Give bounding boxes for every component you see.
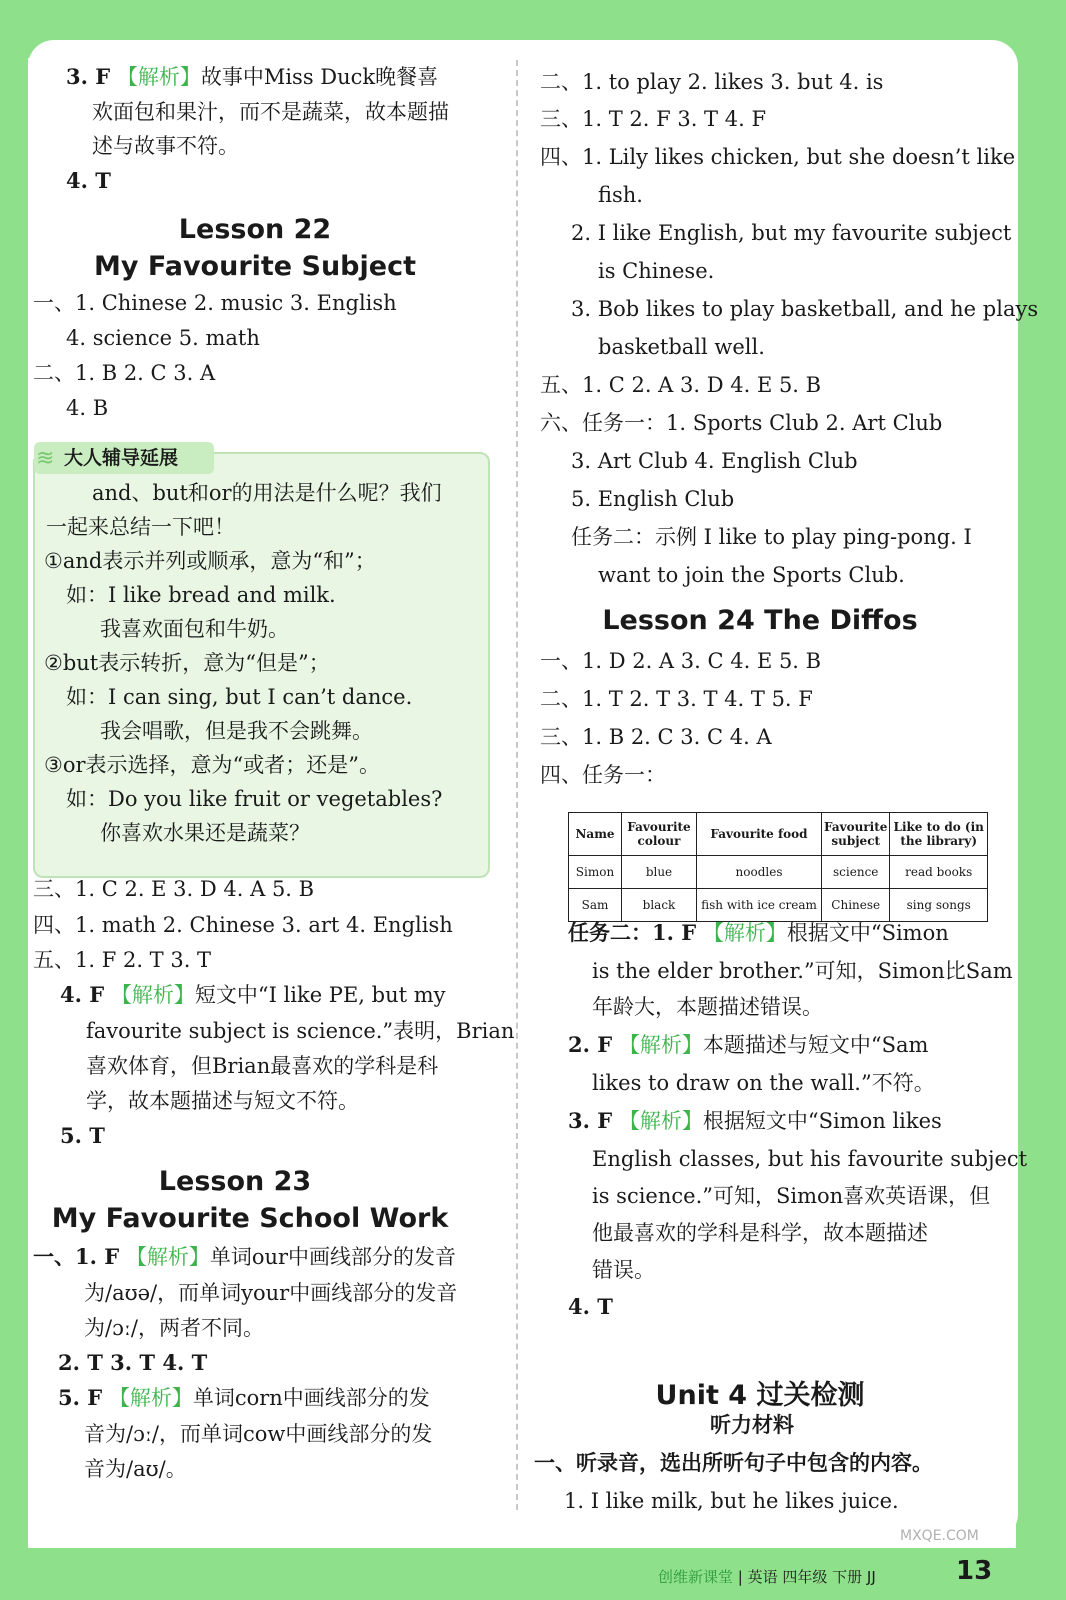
answer-line: 4. B [66, 396, 109, 420]
answer-line: likes to draw on the wall.”不符。 [592, 1071, 935, 1095]
answer-line: 为/aʊə/，而单词your中画线部分的发音 [84, 1281, 458, 1305]
analysis-tag: 【解析】 [618, 1109, 703, 1133]
answer-line: 一、1. D 2. A 3. C 4. E 5. B [540, 649, 822, 673]
answer-line: 五、1. F 2. T 3. T [33, 948, 212, 972]
answer-line: 3. Art Club 4. English Club [571, 449, 858, 473]
answer-line: is Chinese. [598, 259, 715, 283]
answer-line: 二、1. to play 2. likes 3. but 4. is [540, 70, 884, 94]
answer-line: 二、1. T 2. T 3. T 4. T 5. F [540, 687, 813, 711]
analysis-tag: 【解析】 [108, 1386, 193, 1410]
watermark: MXQE.COM [900, 1528, 979, 1544]
analysis-tag: 【解析】 [110, 983, 195, 1007]
table-header-cell: Favourite food [697, 813, 822, 856]
answer-line: 二、1. B 2. C 3. A [33, 361, 216, 385]
table-header-cell: Favourite subject [822, 813, 890, 856]
lesson-24-title: Lesson 24 The Diffos [602, 605, 918, 636]
page-border-right [1016, 0, 1066, 1600]
unit-title: Unit 4 过关检测 [655, 1380, 865, 1411]
answer-line: 5. English Club [571, 487, 735, 511]
answer-line: 学，故本题描述与短文不符。 [86, 1089, 359, 1113]
answer-line: 4. T [66, 168, 111, 193]
tip-text: ③or表示选择，意为“或者；还是”。 [44, 753, 380, 777]
answer-line: 4. F 【解析】短文中“I like PE, but my [60, 982, 446, 1007]
tip-translation: 我会唱歌，但是我不会跳舞。 [100, 719, 373, 743]
tip-translation: 你喜欢水果还是蔬菜？ [100, 821, 310, 845]
answer-line: 为/ɔː/，两者不同。 [84, 1316, 264, 1340]
answer-line: 音为/ɔː/，而单词cow中画线部分的发 [84, 1422, 433, 1446]
lesson-22-title: Lesson 22 [178, 214, 332, 245]
table-cell: science [822, 856, 890, 889]
answer-line: want to join the Sports Club. [598, 563, 905, 587]
tip-translation: 我喜欢面包和牛奶。 [100, 617, 289, 641]
answer-line: 年龄大，本题描述错误。 [592, 995, 823, 1019]
answer-line: 2. I like English, but my favourite subject [571, 221, 1012, 245]
answer-line: 四、1. Lily likes chicken, but she doesn’t like [540, 145, 1016, 169]
answer-line: 三、1. C 2. E 3. D 4. A 5. B [33, 877, 315, 901]
answer-line: 3. F 【解析】故事中Miss Duck晚餐喜 [66, 64, 439, 89]
answer-line: fish. [598, 183, 643, 207]
answer-line: 3. Bob likes to play basketball, and he plays [571, 297, 1039, 321]
answer-line: 六、任务一：1. Sports Club 2. Art Club [540, 411, 943, 435]
info-table [568, 812, 988, 922]
answer-line: 5. F 【解析】单词corn中画线部分的发 [58, 1385, 430, 1410]
table-cell: Chinese [822, 889, 890, 922]
answer-line: 一、1. Chinese 2. music 3. English [33, 291, 397, 315]
analysis-tag: 【解析】 [116, 65, 201, 89]
analysis-tag: 【解析】 [618, 1033, 703, 1057]
answer-line: 四、任务一： [540, 763, 666, 787]
answer-line: basketball well. [598, 335, 765, 359]
column-divider [516, 60, 518, 1510]
table-cell: read books [890, 856, 988, 889]
footer-info: | 英语 四年级 下册 JJ [737, 1568, 876, 1586]
table-header-row [569, 813, 988, 856]
tip-example: 如：Do you like fruit or vegetables? [66, 787, 443, 811]
page-border-left [0, 0, 28, 1600]
lesson-23-title: Lesson 23 [158, 1166, 312, 1197]
footer [658, 1566, 876, 1587]
unit-instruction: 一、听录音，选出所听句子中包含的内容。 [534, 1450, 933, 1475]
answer-line: 他最喜欢的学科是科学，故本题描述 [592, 1221, 928, 1245]
answer-line: is science.”可知，Simon喜欢英语课，但 [592, 1184, 991, 1208]
tip-text: ②but表示转折，意为“但是”； [44, 651, 330, 675]
answer-line: 2. F 【解析】本题描述与短文中“Sam [568, 1032, 929, 1057]
answer-line: 1. I like milk, but he likes juice. [564, 1489, 899, 1513]
table-header-cell: Favourite colour [622, 813, 697, 856]
table-row [569, 889, 988, 922]
tip-example: 如：I can sing, but I can’t dance. [66, 685, 413, 709]
lesson-23-subtitle: My Favourite School Work [51, 1203, 449, 1234]
answer-line: 4. T [568, 1294, 613, 1319]
lesson-22-subtitle: My Favourite Subject [94, 251, 416, 282]
table-header-cell: Name [569, 813, 622, 856]
answer-line: is the elder brother.”可知，Simon比Sam [592, 959, 1013, 983]
tip-wave-icon: ≋ [36, 446, 55, 471]
answer-line: 五、1. C 2. A 3. D 4. E 5. B [540, 373, 822, 397]
answer-line: 三、1. T 2. F 3. T 4. F [540, 107, 767, 131]
table-row [569, 856, 988, 889]
table-cell: fish with ice cream [697, 889, 822, 922]
tip-text: 一起来总结一下吧！ [46, 515, 235, 539]
answer-line: 4. science 5. math [66, 326, 260, 350]
answer-line: 一、1. F 【解析】单词our中画线部分的发音 [33, 1244, 457, 1269]
unit-subtitle: 听力材料 [710, 1412, 794, 1437]
answer-line: 5. T [60, 1123, 105, 1148]
table-cell: noodles [697, 856, 822, 889]
answer-line: 错误。 [592, 1258, 655, 1282]
answer-line: 3. F 【解析】根据短文中“Simon likes [568, 1108, 942, 1133]
analysis-tag: 【解析】 [702, 921, 787, 945]
tip-text: ①and表示并列或顺承，意为“和”； [44, 549, 376, 573]
table-cell: Sam [569, 889, 622, 922]
table-cell: Simon [569, 856, 622, 889]
answer-line: favourite subject is science.”表明，Brian [86, 1019, 515, 1043]
answer-line: 四、1. math 2. Chinese 3. art 4. English [33, 913, 453, 937]
answer-line: 欢面包和果汁，而不是蔬菜，故本题描 [92, 100, 449, 124]
page-number: 13 [956, 1556, 993, 1586]
tip-example: 如：I like bread and milk. [66, 583, 336, 607]
tip-title: 大人辅导延展 [64, 447, 179, 469]
table-header-cell: Like to do (in the library) [890, 813, 988, 856]
answer-line: 述与故事不符。 [92, 134, 239, 158]
footer-brand: 创维新课堂 [658, 1568, 734, 1586]
answer-line: 喜欢体育，但Brian最喜欢的学科是科 [86, 1054, 439, 1078]
table-cell: sing songs [890, 889, 988, 922]
answer-line: 三、1. B 2. C 3. C 4. A [540, 725, 772, 749]
analysis-tag: 【解析】 [125, 1245, 210, 1269]
tip-text: and、but和or的用法是什么呢？我们 [92, 481, 442, 505]
answer-line: English classes, but his favourite subject [592, 1147, 1028, 1171]
answer-line: 任务二：1. F 【解析】根据文中“Simon [568, 920, 949, 945]
table-cell: black [622, 889, 697, 922]
answer-line: 任务二：示例 I like to play ping-pong. I [571, 525, 972, 549]
answer-line: 音为/aʊ/。 [84, 1457, 187, 1481]
page-border-bottom [0, 1548, 1066, 1600]
table-cell: blue [622, 856, 697, 889]
answer-line: 2. T 3. T 4. T [58, 1350, 208, 1375]
